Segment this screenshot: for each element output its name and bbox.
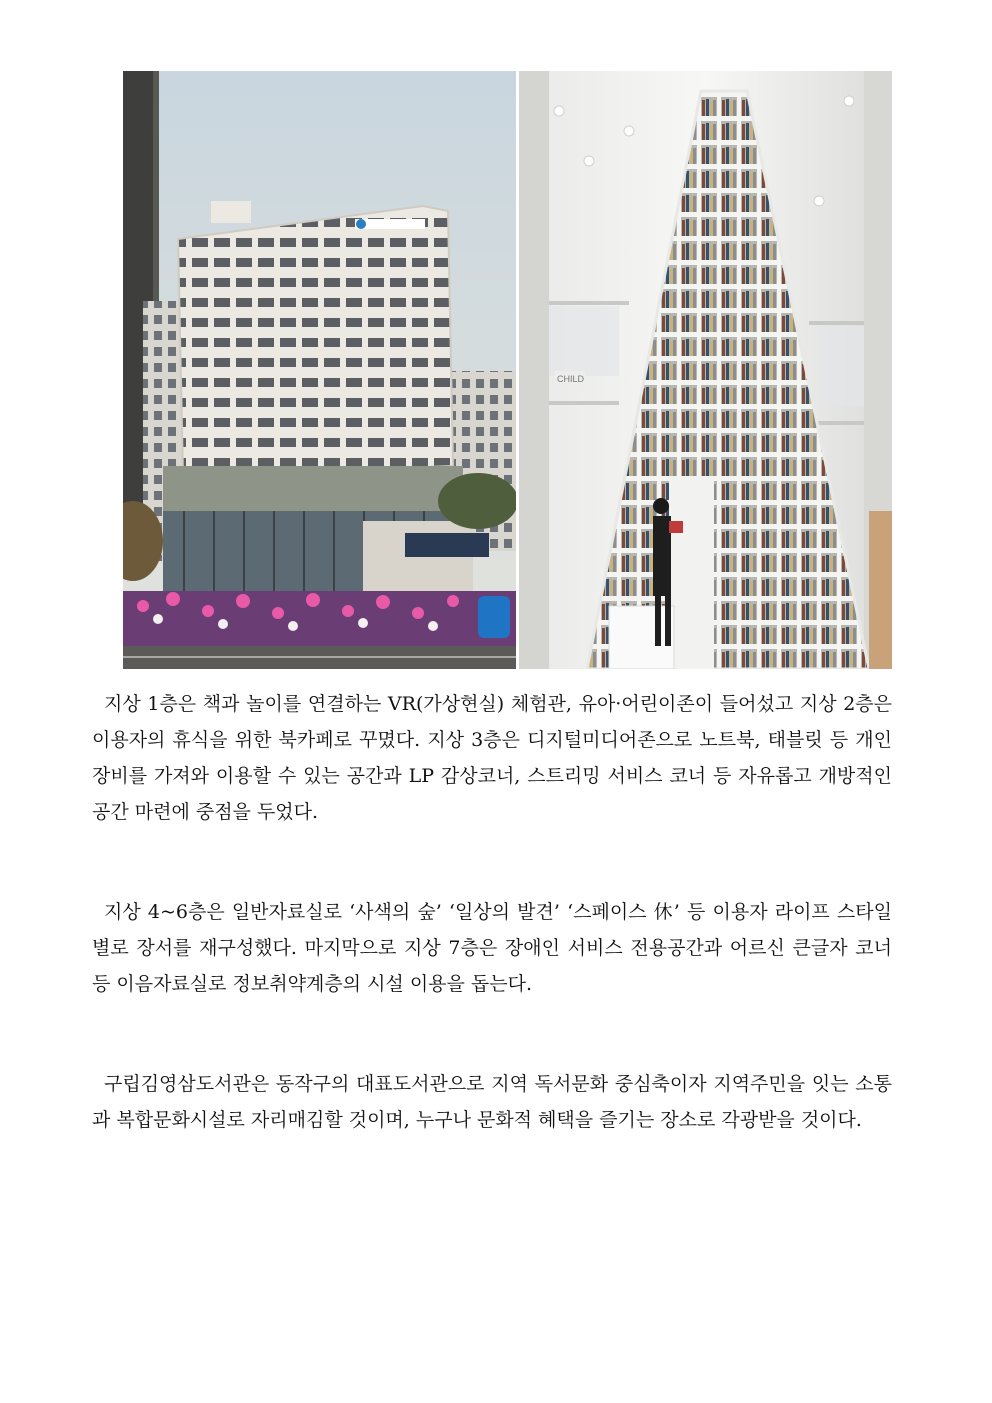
building-exterior-image bbox=[123, 71, 516, 669]
paragraph-3 bbox=[92, 1066, 892, 1138]
paragraph-text: 지상 4~6층은 일반자료실로 ‘사색의 숲’ ‘일상의 발견’ ‘스페이스 休’ 등 이용자 라이프 스타일별로 장서를 재구성했다. 마지막으로 지상 7층은 장애인 서비스 전용공간과 어르신 큰글자 코너 등 이음자료실로 정보취약계층의 시설 이용을 돕는다. bbox=[92, 901, 892, 995]
paragraph-text: 구립김영삼도서관은 동작구의 대표도서관으로 지역 독서문화 중심축이자 지역주민을 잇는 소통과 복합문화시설로 자리매김할 것이며, 누구나 문화적 혜택을 즐기는 장소로 각광받을 것이다. bbox=[92, 1073, 892, 1131]
building-exterior-photo bbox=[123, 71, 516, 669]
child-sign: CHILD bbox=[557, 374, 585, 384]
paragraph-text: 지상 1층은 책과 놀이를 연결하는 VR(가상현실) 체험관, 유아·어린이존이 들어섰고 지상 2층은 이용자의 휴식을 위한 북카페로 꾸몄다. 지상 3층은 디지털미디어존으로 노트북, 태블릿 등 개인 장비를 가져와 이용할 수 있는 공간과 LP 감상코너, 스트리밍 서비스 코너 등 자유롭고 개방적인 공간 마련에 중점을 두었다. bbox=[92, 693, 892, 823]
paragraph-2 bbox=[92, 894, 892, 1002]
paragraph-1 bbox=[92, 686, 892, 830]
book-tower-photo bbox=[519, 71, 892, 669]
book-tower-image bbox=[519, 71, 892, 669]
photo-strip bbox=[123, 71, 892, 669]
